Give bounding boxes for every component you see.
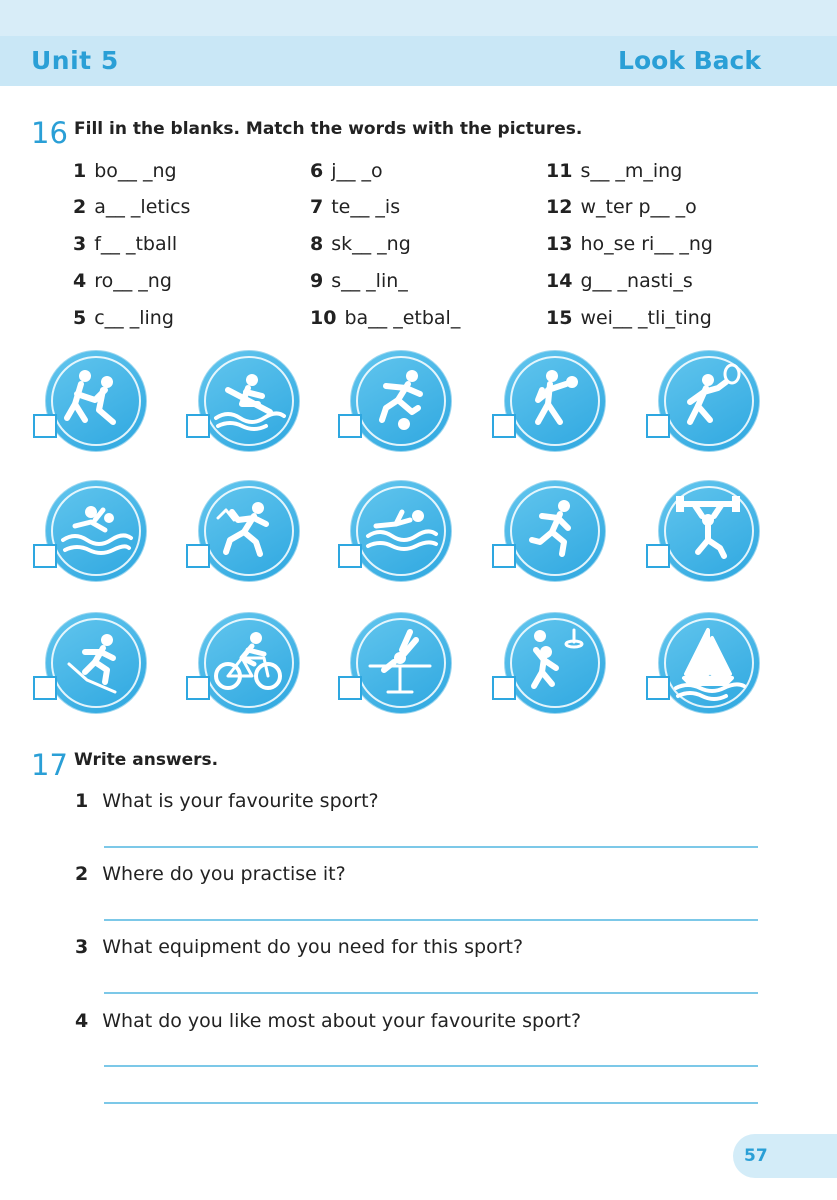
word-blank-field[interactable]: a__ _letics <box>94 196 191 218</box>
picture-tile <box>350 350 452 452</box>
page-header <box>0 0 837 86</box>
word-blank-field[interactable]: ro__ _ng <box>94 270 172 292</box>
exercise-17-title: Write answers. <box>74 750 219 770</box>
football-icon <box>360 360 440 440</box>
picture-tile <box>198 350 300 452</box>
sailing-icon <box>668 622 748 702</box>
question-item: 1 What is your favourite sport? <box>75 790 379 812</box>
skiing-icon <box>55 622 135 702</box>
section-title: Look Back <box>618 46 761 75</box>
word-item: 2 a__ _letics <box>73 196 191 218</box>
answer-box[interactable] <box>646 544 670 568</box>
header-strip <box>0 0 837 36</box>
tennis-icon <box>668 360 748 440</box>
answer-box[interactable] <box>492 544 516 568</box>
word-blank-field[interactable]: w_ter p__ _o <box>580 196 697 218</box>
page-number: 57 <box>744 1146 768 1166</box>
rowing-icon <box>208 360 288 440</box>
answer-box[interactable] <box>492 676 516 700</box>
unit-title: Unit 5 <box>31 46 119 75</box>
word-item: 5 c__ _ling <box>73 307 174 329</box>
word-item: 12 w_ter p__ _o <box>546 196 697 218</box>
word-blank-field[interactable]: ba__ _etbal_ <box>344 307 461 329</box>
answer-box[interactable] <box>186 544 210 568</box>
picture-tile <box>504 612 606 714</box>
word-item: 10 ba__ _etbal_ <box>310 307 461 329</box>
picture-tile <box>504 350 606 452</box>
word-item: 11 s__ _m_ing <box>546 160 683 182</box>
word-item: 1 bo__ _ng <box>73 160 177 182</box>
word-blank-field[interactable]: te__ _is <box>331 196 401 218</box>
word-item: 14 g__ _nasti_s <box>546 270 693 292</box>
word-blank-field[interactable]: s__ _lin_ <box>331 270 408 292</box>
word-blank-field[interactable]: ho_se ri__ _ng <box>580 233 713 255</box>
exercise-16-title: Fill in the blanks. Match the words with the pictures. <box>74 119 583 139</box>
picture-tile <box>45 480 147 582</box>
word-blank-field[interactable]: g__ _nasti_s <box>580 270 693 292</box>
answer-box[interactable] <box>492 414 516 438</box>
judo-icon <box>55 360 135 440</box>
answer-box[interactable] <box>646 414 670 438</box>
basketball-icon <box>514 622 594 702</box>
answer-box[interactable] <box>338 676 362 700</box>
answer-line[interactable] <box>104 1065 758 1067</box>
picture-tile <box>198 480 300 582</box>
running-icon <box>514 490 594 570</box>
cycling-icon <box>208 622 288 702</box>
picture-tile <box>198 612 300 714</box>
answer-box[interactable] <box>33 676 57 700</box>
question-item: 2 Where do you practise it? <box>75 863 346 885</box>
answer-box[interactable] <box>646 676 670 700</box>
word-blank-field[interactable]: bo__ _ng <box>94 160 177 182</box>
picture-tile <box>658 480 760 582</box>
word-item: 7 te__ _is <box>310 196 401 218</box>
picture-tile <box>350 612 452 714</box>
picture-tile <box>45 612 147 714</box>
word-item: 9 s__ _lin_ <box>310 270 408 292</box>
picture-tile <box>658 350 760 452</box>
picture-tile <box>658 612 760 714</box>
question-item: 4 What do you like most about your favourite sport? <box>75 1010 582 1032</box>
gymnastics-icon <box>360 622 440 702</box>
swimming-icon <box>360 490 440 570</box>
answer-line[interactable] <box>104 919 758 921</box>
picture-tile <box>45 350 147 452</box>
answer-box[interactable] <box>33 414 57 438</box>
athletics-icon <box>208 490 288 570</box>
question-item: 3 What equipment do you need for this sport? <box>75 936 524 958</box>
word-blank-field[interactable]: f__ _tball <box>94 233 178 255</box>
word-blank-field[interactable]: wei__ _tli_ting <box>580 307 712 329</box>
exercise-17-number: 17 <box>31 748 68 782</box>
answer-box[interactable] <box>186 414 210 438</box>
answer-box[interactable] <box>338 544 362 568</box>
word-item: 4 ro__ _ng <box>73 270 172 292</box>
word-item: 15 wei__ _tli_ting <box>546 307 712 329</box>
word-blank-field[interactable]: s__ _m_ing <box>580 160 683 182</box>
word-item: 3 f__ _tball <box>73 233 178 255</box>
word-blank-field[interactable]: sk__ _ng <box>331 233 411 255</box>
word-item: 6 j__ _o <box>310 160 383 182</box>
word-blank-field[interactable]: c__ _ling <box>94 307 174 329</box>
answer-box[interactable] <box>338 414 362 438</box>
answer-line[interactable] <box>104 846 758 848</box>
boxing-icon <box>514 360 594 440</box>
answer-line[interactable] <box>104 992 758 994</box>
exercise-16-number: 16 <box>31 116 68 150</box>
picture-tile <box>350 480 452 582</box>
word-item: 13 ho_se ri__ _ng <box>546 233 713 255</box>
word-item: 8 sk__ _ng <box>310 233 411 255</box>
weightlifting-icon <box>668 490 748 570</box>
water-polo-icon <box>55 490 135 570</box>
picture-tile <box>504 480 606 582</box>
answer-box[interactable] <box>33 544 57 568</box>
answer-box[interactable] <box>186 676 210 700</box>
answer-line[interactable] <box>104 1102 758 1104</box>
word-blank-field[interactable]: j__ _o <box>331 160 383 182</box>
